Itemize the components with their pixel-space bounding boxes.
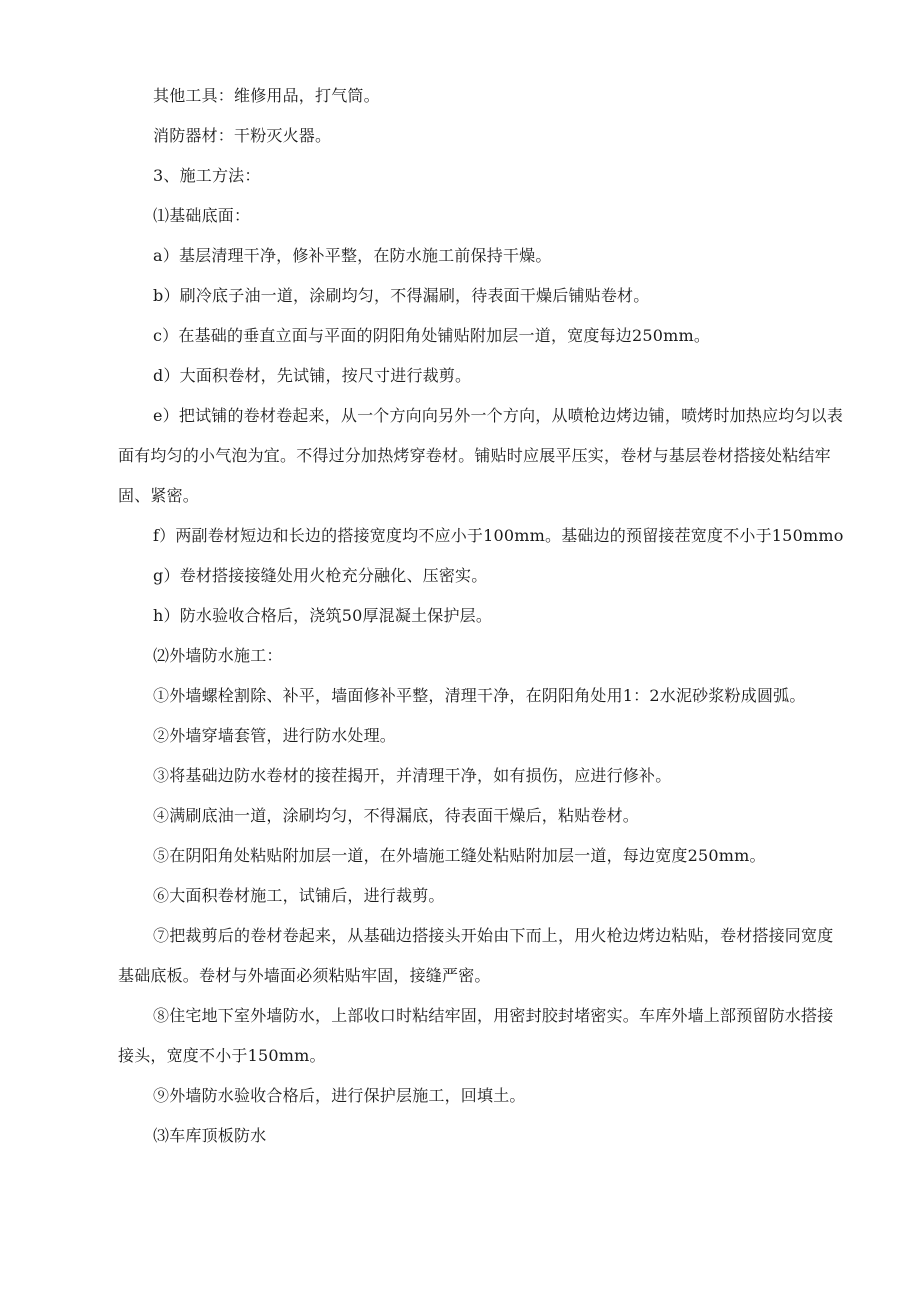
paragraph-wall-step-8: ⑧住宅地下室外墙防水，上部收口时粘结牢固，用密封胶封堵密实。车库外墙上部预留防水搭接接头，宽度不小于150mm。 bbox=[118, 1006, 834, 1065]
paragraph-other-tools: 其他工具：维修用品，打气筒。 bbox=[153, 86, 380, 105]
heading-exterior-wall: ⑵外墙防水施工： bbox=[153, 646, 283, 665]
paragraph-wall-step-2: ②外墙穿墙套管，进行防水处理。 bbox=[153, 726, 397, 745]
paragraph-wall-step-5: ⑤在阴阳角处粘贴附加层一道，在外墙施工缝处粘贴附加层一道，每边宽度250mm。 bbox=[153, 846, 766, 865]
heading-garage-roof: ⑶车库顶板防水 bbox=[153, 1126, 267, 1145]
heading-construction-method: 3、施工方法： bbox=[153, 166, 261, 185]
paragraph-step-b: b）刷冷底子油一道，涂刷均匀，不得漏刷，待表面干燥后铺贴卷材。 bbox=[153, 286, 650, 305]
document-body bbox=[118, 76, 848, 1156]
paragraph-wall-step-6: ⑥大面积卷材施工，试铺后，进行裁剪。 bbox=[153, 886, 445, 905]
paragraph-wall-step-1: ①外墙螺栓割除、补平，墙面修补平整，清理干净，在阴阳角处用1：2水泥砂浆粉成圆弧。 bbox=[153, 686, 806, 705]
paragraph-fire-equipment: 消防器材：干粉灭火器。 bbox=[153, 126, 332, 145]
paragraph-wall-step-4: ④满刷底油一道，涂刷均匀，不得漏底，待表面干燥后，粘贴卷材。 bbox=[153, 806, 640, 825]
heading-foundation-bottom: ⑴基础底面： bbox=[153, 206, 251, 225]
paragraph-step-g: g）卷材搭接接缝处用火枪充分融化、压密实。 bbox=[153, 566, 488, 585]
paragraph-step-a: a）基层清理干净，修补平整，在防水施工前保持干燥。 bbox=[153, 246, 552, 265]
paragraph-wall-step-3: ③将基础边防水卷材的接茬揭开，并清理干净，如有损伤，应进行修补。 bbox=[153, 766, 672, 785]
paragraph-step-c: c）在基础的垂直立面与平面的阴阳角处铺贴附加层一道，宽度每边250mm。 bbox=[153, 326, 711, 345]
paragraph-step-h: h）防水验收合格后，浇筑50厚混凝土保护层。 bbox=[153, 606, 493, 625]
paragraph-step-d: d）大面积卷材，先试铺，按尺寸进行裁剪。 bbox=[153, 366, 472, 385]
paragraph-wall-step-7: ⑦把裁剪后的卷材卷起来，从基础边搭接头开始由下而上，用火枪边烤边粘贴，卷材搭接同宽度基础底板。卷材与外墙面必须粘贴牢固，接缝严密。 bbox=[118, 926, 834, 985]
paragraph-step-e: e）把试铺的卷材卷起来，从一个方向向另外一个方向，从喷枪边烤边铺，喷烤时加热应均匀以表面有均匀的小气泡为宜。不得过分加热烤穿卷材。铺贴时应展平压实，卷材与基层卷材搭接处粘结牢固、紧密。 bbox=[118, 406, 844, 505]
paragraph-step-f: f）两副卷材短边和长边的搭接宽度均不应小于100mm。基础边的预留接茬宽度不小于150mmo bbox=[153, 526, 844, 545]
paragraph-wall-step-9: ⑨外墙防水验收合格后，进行保护层施工，回填土。 bbox=[153, 1086, 526, 1105]
